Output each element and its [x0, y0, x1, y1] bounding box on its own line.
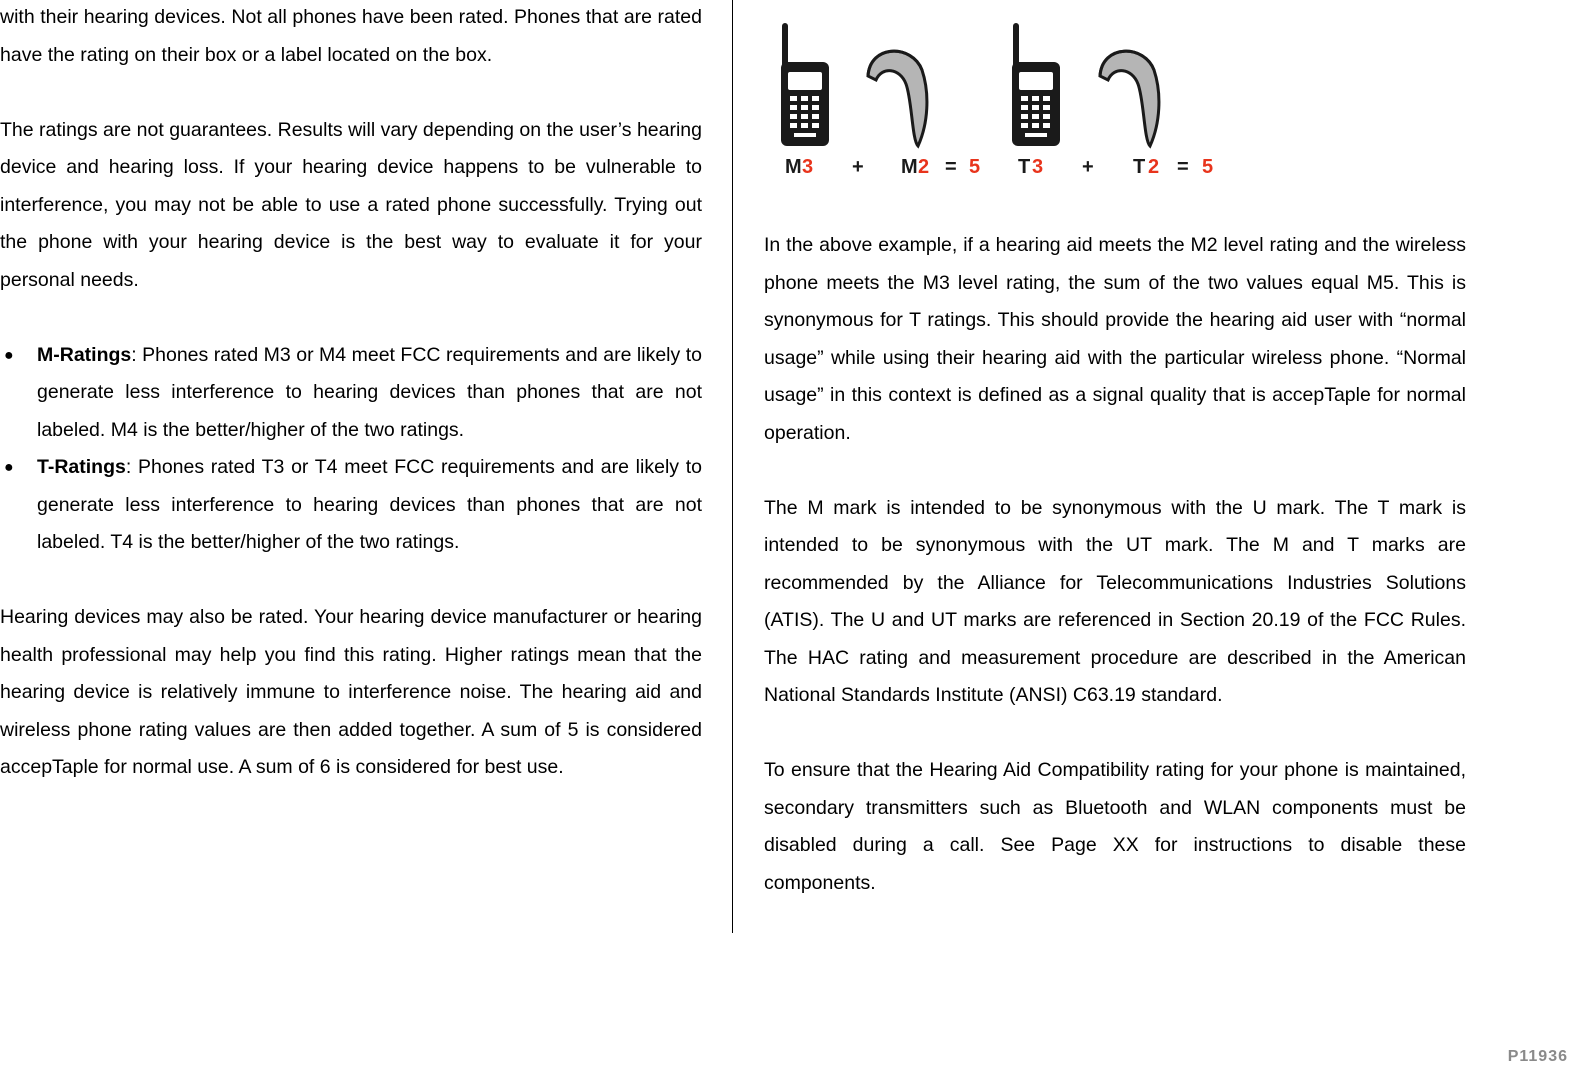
rating-example-graphic [764, 0, 1234, 190]
right-column [764, 0, 1466, 902]
page-code: P11936 [1507, 1048, 1568, 1065]
rating-example-figure [764, 0, 1466, 227]
paragraph-ratings-not-guarantees: The ratings are not guarantees. Results will vary depending on the user’s hearing device and hearing loss. If your hearing device happens to be vulnerable to interference, you may not be able to use a rated phone successfully. Trying out the phone with your hearing device is the best way to evaluate it for your personal needs. [0, 118, 702, 291]
bullet-icon: ● [4, 459, 14, 476]
list-item-m-ratings [4, 337, 702, 450]
left-column [0, 0, 702, 787]
aid-rating-letter: M [901, 156, 918, 178]
t-ratings-text: : Phones rated T3 or T4 meet FCC requirements and are likely to generate less interference to hearing devices than phones that are not labeled. T4 is the better/higher of the two ratings. [37, 456, 702, 553]
hearing-aid-icon [1100, 51, 1159, 146]
paragraph-marks-synonymous: The M mark is intended to be synonymous with the U mark. The T mark is intended to be synonymous with the UT mark. The M and T marks are recommended by the Alliance for Telecommunications Industries Solutions (ATIS). The U and UT marks are referenced in Section 20.19 of the FCC Rules. The HAC rating and measurement procedure are described in the American National Standards Institute (ANSI) C63.19 standard. [764, 496, 1466, 706]
paragraph-example-explanation: In the above example, if a hearing aid meets the M2 level rating and the wireless phone meets the M3 level rating, the sum of the two values equal M5. This is synonymous for T ratings. This should provide the hearing aid user with “normal usage” while using their hearing aid with the particular wireless phone. “Normal usage” in this context is defined as a signal quality that is accepTaple for normal operation. [764, 234, 1466, 444]
m-ratings-text: : Phones rated M3 or M4 meet FCC requirements and are likely to generate less interference to hearing devices than phones that are not labeled. M4 is the better/higher of the two ratings. [37, 343, 702, 441]
hearing-aid-icon [868, 51, 927, 146]
equals-sign: = [1177, 156, 1189, 178]
aid-rating-letter: T [1133, 156, 1146, 178]
paragraph-secondary-transmitters: To ensure that the Hearing Aid Compatibility rating for your phone is maintained, secondary transmitters such as Bluetooth and WLAN components must be disabled during a call. See Page XX for instructions to disable these components. [764, 759, 1466, 894]
t-ratings-term: T-Ratings [37, 456, 126, 478]
m-ratings-term: M-Ratings [37, 343, 132, 366]
phone-rating-letter: M [785, 156, 802, 178]
paragraph-hearing-devices-rated: Hearing devices may also be rated. Your hearing device manufacturer or hearing health professional may help you find this rating. Higher ratings mean that the hearing device is relatively immune to interference noise. The hearing aid and wireless phone rating values are then added together. A sum of 5 is considered accepTaple for normal use. A sum of 6 is considered for best use. [0, 606, 702, 778]
aid-rating-number: 2 [918, 156, 930, 178]
rating-sum: 5 [1202, 156, 1214, 178]
plus-sign: + [852, 156, 864, 178]
bullet-icon: ● [4, 346, 14, 364]
phone-rating-number: 3 [802, 156, 814, 178]
plus-sign: + [1082, 156, 1094, 178]
paragraph-rated-phones: with their hearing devices. Not all phones have been rated. Phones that are rated have the rating on their box or a label located on the box. [0, 6, 702, 66]
column-divider [732, 0, 733, 933]
aid-rating-number: 2 [1148, 156, 1160, 178]
phone-rating-number: 3 [1032, 156, 1044, 178]
rating-sum: 5 [969, 156, 981, 178]
phone-icon [1012, 26, 1060, 146]
equals-sign: = [945, 156, 957, 178]
phone-icon [781, 26, 829, 146]
list-item-t-ratings [4, 449, 702, 562]
ratings-list [0, 337, 702, 562]
phone-rating-letter: T [1018, 156, 1031, 178]
